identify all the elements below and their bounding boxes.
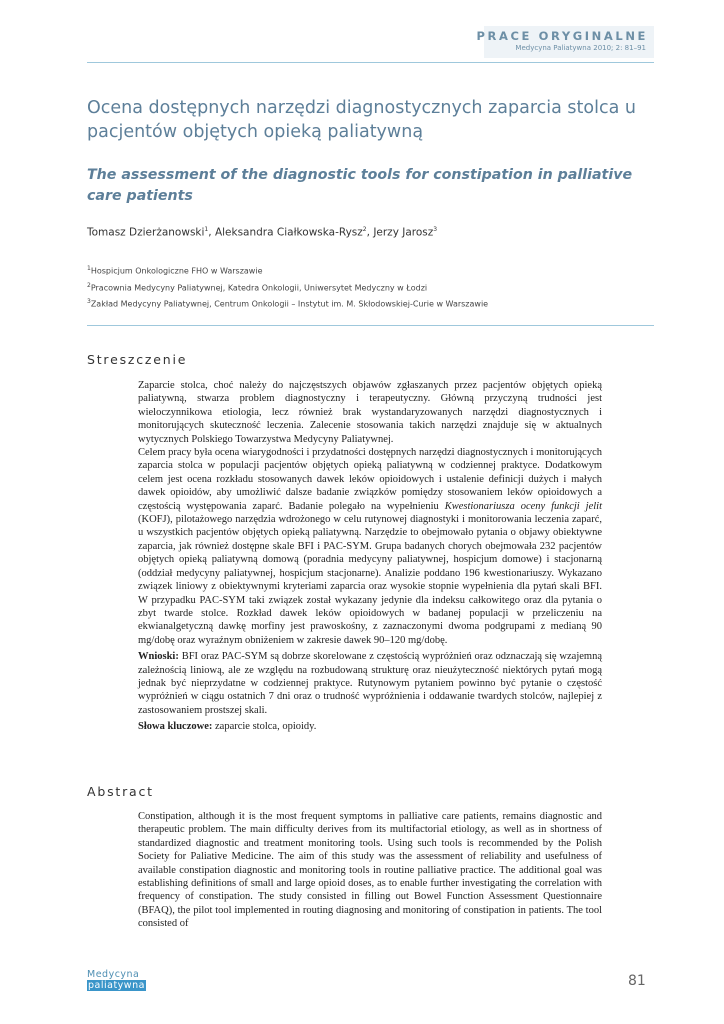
keywords-label: Słowa kluczowe: — [138, 721, 213, 733]
streszczenie-heading: Streszczenie — [87, 352, 188, 367]
streszczenie-body — [138, 379, 602, 734]
article-title-en: The assessment of the diagnostic tools for constipation in palliative care patients — [87, 167, 633, 204]
affiliation-item: $^3$Zakład Medycyny Paliatywnej, Centrum Onkologii – Instytut im. M. Skłodowskiej-Curie w Warszawie — [87, 298, 489, 309]
abstract-body — [138, 810, 602, 931]
streszczenie-paragraph: Zaparcie stolca, choć należy do najczęstszych objawów zgłaszanych przez pacjentów objętych opieką paliatywną, stwarza problem diagnostyczny i terapeutyczny. Główną przyczyną trudności jest wieloczynnikowa etiologia, lecz również brak wystandaryzowanych narzędzi diagnostycznych i monitorujących skuteczność leczenia. Zalecenie stosowania takich narzędzi znajduje się w aktualnych wytycznych Polskiego Towarzystwa Medycyny Paliatywnej. — [138, 380, 602, 445]
citation: Medycyna Paliatywna 2010; 2: 81–91 — [515, 44, 646, 52]
page-number: 81 — [628, 973, 646, 989]
author-list: Tomasz Dzierżanowski$^1$, Aleksandra Ciałkowska-Rysz$^2$, Jerzy Jarosz$^3$ — [87, 226, 438, 239]
article-title-pl: Ocena dostępnych narzędzi diagnostycznych zaparcia stolca u pacjentów objętych opieką paliatywną — [87, 98, 636, 142]
author-affiliation-mark: 2 — [362, 226, 367, 233]
affiliation-list — [87, 262, 488, 312]
keywords-paragraph: Słowa kluczowe: zaparcie stolca, opioidy. — [138, 721, 317, 733]
journal-header — [476, 26, 654, 58]
journal-logo — [87, 969, 147, 991]
author-name: Aleksandra Ciałkowska-Rysz — [214, 226, 363, 239]
affiliation-item: $^1$Hospicjum Onkologiczne FHO w Warszawie — [87, 265, 263, 276]
author-name: Tomasz Dzierżanowski — [87, 226, 205, 239]
abstract-heading: Abstract — [87, 784, 154, 799]
affiliation-item: $^2$Pracownia Medycyny Paliatywnej, Katedra Onkologii, Uniwersytet Medyczny w Łodzi — [87, 281, 428, 293]
top-divider — [87, 62, 654, 63]
affiliation-divider — [87, 325, 654, 326]
abstract-paragraph: Constipation, although it is the most frequent symptoms in palliative care patients, remains diagnostic and therapeutic problem. The main difficulty derives from its multifactorial etiology, as well as in shortness of standardized diagnostic and treatment monitoring tools. Using such tools is recommended by the Polish Society for Paliative Medicine. The aim of this study was the assessment of reliability and usefulness of available constipation diagnostic and monitoring tools in routine palliative practice. The additional goal was establishing definitions of small and large opioid doses, as to enable further investigating the correlation with frequency of constipation. The study consisted in filling out Bowel Function Assessment Questionnaire (BFAQ), the pilot tool implemented in routing diagnosing and monitoring of constipation in patients. The tool consisted of — [138, 811, 602, 930]
conclusions-label: Wnioski: — [138, 651, 179, 663]
author-affiliation-mark: 1 — [204, 226, 209, 233]
section-label: PRACE ORYGINALNE — [476, 29, 648, 43]
logo-text-bottom: paliatywna — [88, 980, 145, 991]
questionnaire-name: Kwestionariusza oceny funkcji jelit — [444, 500, 602, 512]
streszczenie-paragraph: Celem pracy była ocena wiarygodności i przydatności dostępnych narzędzi diagnostycznych i monitorujących zaparcia stolca w populacji pacjentów objętych opieką paliatywną w codziennej praktyce. Dodatkowym celem jest ocena rozkładu stosowanych dawek leków opioidowych i ustalenie definicji dużych i małych dawek opioidów, aby umożliwić dalsze badanie związków pomiędzy stosowaniem leków opioidowych a częstością występowania zaparć. Badanie polegało na wypełnieniu Kwestionariusza oceny funkcji jelit (KOFJ), pilotażowego narzędzia wdrożonego w celu rutynowej diagnostyki i monitorowania leczenia zaparć, u wszystkich pacjentów objętych opieką paliatywną. Narzędzie to obejmowało pytania o objawy obiektywne zaparcia, jak również dostępne skale BFI i PAC-SYM. Grupa badanych chorych obejmowała 232 pacjentów objętych opieką paliatywną domową (poradnia medycyny paliatywnej, hospicjum domowe) i stacjonarną (oddział medycyny paliatywnej, hospicjum stacjonarne). Analizie poddano 196 kwestionariuszy. Wykazano związek liniowy z obiektywnymi kryteriami zaparcia oraz wysokie stopnie wypełnienia dla pytań skali BFI. W przypadku PAC-SYM taki związek został wykazany jedynie dla indeksu całkowitego oraz dla pytania o zbyt twarde stolce. Rozkład dawek leków opioidowych w badanej populacji w przeliczeniu na ekwianalgetyczną dawkę morfiny jest prawoskośny, z zaznaczonymi dwoma podgrupami z medianą 90 mg/dobę oraz wyraźnym obniżeniem w zakresie dawek 90–120 mg/dobę. — [138, 447, 602, 646]
author-name: Jerzy Jarosz — [373, 226, 434, 239]
author-affiliation-mark: 3 — [433, 226, 438, 233]
logo-text-top: Medycyna — [87, 969, 140, 980]
conclusions-paragraph: Wnioski: BFI oraz PAC-SYM są dobrze skorelowane z częstością wypróżnień oraz odznaczają się wzajemną zależnością liniową, ale ze względu na rozbudowaną strukturę oraz nieużyteczność niektórych pytań mogą jednak być nieprzydatne w codziennej praktyce. Rutynowym pytaniem powinno być pytanie o częstość wypróżnień w ciągu ostatnich 7 dni oraz o trudność wypróżnienia i oddawanie twardych stolców, najlepiej z zastosowaniem prostszej skali. — [138, 651, 602, 716]
